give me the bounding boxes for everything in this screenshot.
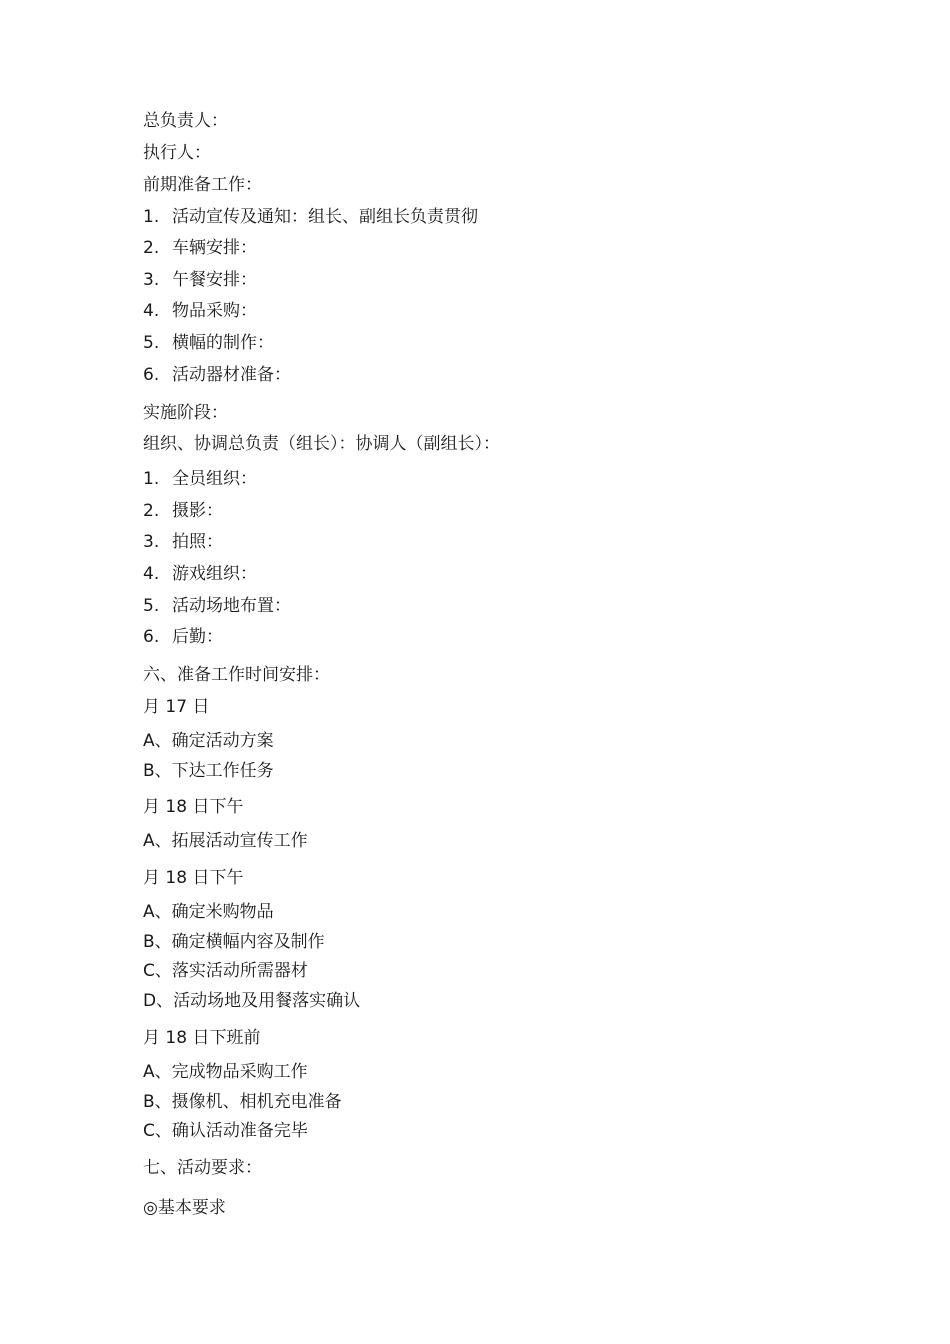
schedule-task: C、确认活动准备完毕 xyxy=(143,1121,308,1141)
schedule-day-heading: 月 17 日 xyxy=(143,697,210,717)
schedule-task: A、拓展活动宣传工作 xyxy=(143,831,308,851)
list-number: 1. xyxy=(143,469,160,489)
list-number: 3. xyxy=(143,532,160,552)
basic-requirements-heading: ◎基本要求 xyxy=(143,1198,226,1218)
schedule-task: B、下达工作任务 xyxy=(143,761,274,781)
list-number: 4. xyxy=(143,564,160,584)
schedule-task: D、活动场地及用餐落实确认 xyxy=(143,991,361,1011)
impl-section-title: 实施阶段： xyxy=(143,403,228,423)
list-item: 全员组织： xyxy=(172,469,257,489)
executor-label: 执行人： xyxy=(143,143,211,163)
list-number: 6. xyxy=(143,627,160,647)
list-item: 游戏组织： xyxy=(172,564,257,584)
list-item: 拍照： xyxy=(172,532,223,552)
list-number: 5. xyxy=(143,333,160,353)
schedule-day-heading: 月 18 日下午 xyxy=(143,797,244,817)
list-item: 摄影： xyxy=(172,501,223,521)
schedule-task: B、确定横幅内容及制作 xyxy=(143,932,325,952)
schedule-task: A、确定活动方案 xyxy=(143,731,274,751)
schedule-section-title: 六、准备工作时间安排： xyxy=(143,665,330,685)
list-item: 后勤： xyxy=(172,627,223,647)
list-number: 4. xyxy=(143,301,160,321)
list-number: 2. xyxy=(143,501,160,521)
list-item: 活动宣传及通知：组长、副组长负责贯彻 xyxy=(172,207,478,227)
impl-coord-line: 组织、协调总负责（组长）：协调人（副组长）： xyxy=(143,434,500,454)
schedule-task: A、完成物品采购工作 xyxy=(143,1062,308,1082)
list-item: 车辆安排： xyxy=(172,238,257,258)
list-number: 3. xyxy=(143,270,160,290)
list-number: 1. xyxy=(143,207,160,227)
prep-section-title: 前期准备工作： xyxy=(143,175,262,195)
overall-lead-label: 总负责人： xyxy=(143,111,228,131)
schedule-day-heading: 月 18 日下班前 xyxy=(143,1028,261,1048)
list-item: 午餐安排： xyxy=(172,270,257,290)
schedule-day-heading: 月 18 日下午 xyxy=(143,868,244,888)
list-item: 活动器材准备： xyxy=(172,365,291,385)
list-item: 活动场地布置： xyxy=(172,596,291,616)
schedule-task: C、落实活动所需器材 xyxy=(143,961,308,981)
schedule-task: B、摄像机、相机充电准备 xyxy=(143,1092,342,1112)
requirements-section-title: 七、活动要求： xyxy=(143,1158,262,1178)
list-number: 5. xyxy=(143,596,160,616)
schedule-task: A、确定米购物品 xyxy=(143,902,274,922)
list-item: 横幅的制作： xyxy=(172,333,274,353)
list-number: 2. xyxy=(143,238,160,258)
list-number: 6. xyxy=(143,365,160,385)
list-item: 物品采购： xyxy=(172,301,257,321)
